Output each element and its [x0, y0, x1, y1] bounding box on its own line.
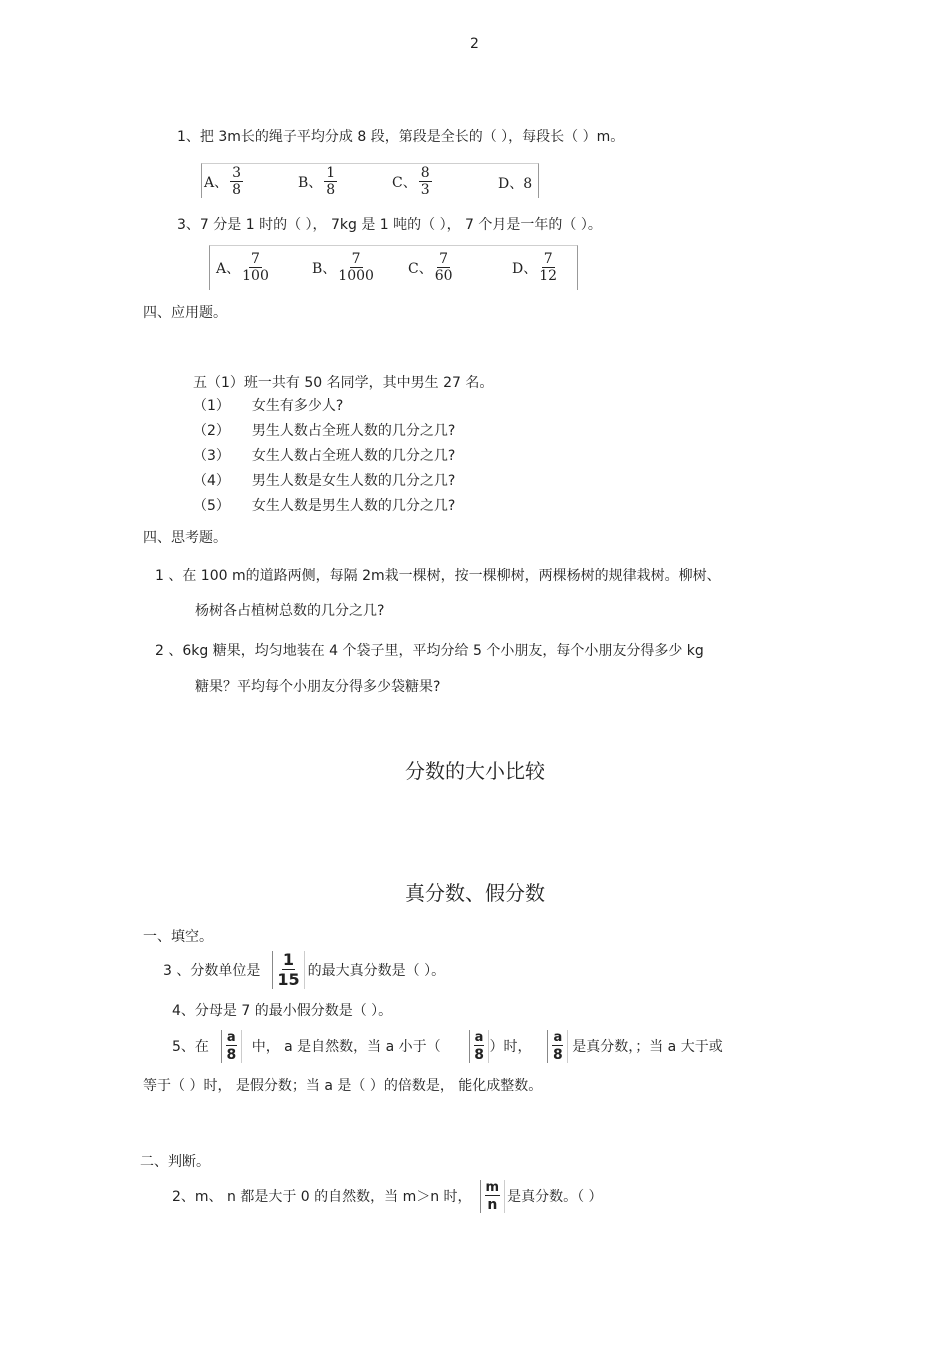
question-text: 3 、分数单位是 [163, 963, 261, 979]
numerator: 1 [326, 165, 336, 181]
option-label: B、 [312, 260, 337, 277]
title-proper-improper-fractions: 真分数、假分数 [405, 881, 545, 905]
option-a [216, 252, 271, 283]
fraction-box [221, 1030, 242, 1063]
option-label: A、 [204, 174, 229, 191]
item-text: 女生人数占全班人数的几分之几? [251, 448, 456, 464]
question-text: 中， a 是自然数，当 a 小于（ [251, 1039, 441, 1055]
option-label: C、 [392, 174, 417, 191]
title-fraction-comparison: 分数的大小比较 [405, 759, 545, 783]
question-1-options [201, 163, 539, 198]
option-label: C、 [408, 260, 433, 277]
denominator: 100 [242, 268, 269, 284]
fraction [539, 252, 557, 283]
item-text: 女生有多少人? [251, 398, 344, 414]
section-heading-fill-in: 一、填空。 [143, 929, 213, 945]
thinking-question-2-line-2: 糖果？平均每个小朋友分得多少袋糖果? [195, 679, 441, 695]
section-heading-thinking: 四、思考题。 [143, 530, 227, 546]
denominator: 1000 [338, 268, 374, 284]
item-text: 男生人数占全班人数的几分之几? [251, 423, 456, 439]
section-heading-judgement: 二、判断。 [140, 1154, 210, 1170]
denominator: 15 [277, 970, 300, 989]
denominator: 8 [226, 1046, 237, 1063]
question-text: ）时， [489, 1039, 532, 1055]
option-a [204, 166, 245, 197]
option-c [408, 252, 455, 283]
question-text: 是真分数。（ ） [507, 1189, 603, 1205]
fraction [324, 166, 337, 197]
item-number: （3） [193, 448, 230, 464]
fraction [419, 166, 432, 197]
item-text: 男生人数是女生人数的几分之几? [251, 473, 456, 489]
list-item [193, 470, 455, 490]
numerator: a [474, 1029, 484, 1045]
fraction [435, 252, 453, 283]
question-text: 5、在 [172, 1039, 209, 1055]
option-label: D、8 [498, 176, 533, 192]
list-item [193, 445, 455, 465]
item-number: （1） [193, 398, 230, 414]
option-label: D、 [512, 260, 538, 277]
option-label: A、 [216, 260, 241, 277]
numerator: 7 [251, 251, 260, 267]
denominator: 12 [539, 268, 558, 284]
fill-question-3 [163, 950, 445, 990]
option-d [512, 252, 559, 283]
fill-question-5-line-2: 等于（ ）时， 是假分数；当 a 是（ ）的倍数是， 能化成整数。 [143, 1078, 543, 1094]
thinking-question-1-line-1: 1 、在 100 m的道路两侧，每隔 2m栽一棵树，按一棵柳树，两棵杨树的规律栽树。柳树、 [155, 568, 721, 584]
item-number: （5） [193, 498, 230, 514]
fraction-box [547, 1030, 568, 1063]
question-3-options [209, 245, 578, 290]
denominator: 8 [326, 182, 336, 198]
option-d [498, 173, 532, 193]
option-b [312, 252, 376, 283]
numerator: m [485, 1179, 500, 1195]
judge-question-2 [172, 1176, 603, 1216]
list-item [193, 420, 455, 440]
item-text: 女生人数是男生人数的几分之几? [251, 498, 456, 514]
denominator: 60 [434, 268, 453, 284]
fill-question-5 [172, 1027, 723, 1065]
denominator: 3 [420, 182, 430, 198]
application-intro: 五（1）班一共有 50 名同学，其中男生 27 名。 [193, 375, 494, 391]
thinking-question-1-line-2: 杨树各占植树总数的几分之几? [195, 603, 385, 619]
fraction [230, 166, 243, 197]
numerator: a [553, 1029, 563, 1045]
numerator: 7 [543, 251, 553, 267]
question-3-text: 3、7 分是 1 时的（ ）， 7kg 是 1 吨的（ ）， 7 个月是一年的（ ）。 [177, 217, 602, 233]
numerator: 3 [232, 165, 242, 181]
option-b [298, 166, 339, 197]
question-1-text: 1、把 3m长的绳子平均分成 8 段，第段是全长的（ ），每段长（ ）m。 [177, 129, 625, 145]
numerator: 1 [282, 950, 295, 969]
fraction-box [469, 1030, 490, 1063]
item-number: （2） [193, 423, 230, 439]
numerator: 8 [420, 165, 430, 181]
fraction-box [272, 951, 304, 989]
section-heading-application: 四、应用题。 [143, 305, 227, 321]
list-item [193, 395, 343, 415]
question-text: 是真分数，；当 a 大于或 [572, 1039, 723, 1055]
question-text: 的最大真分数是（ ）。 [307, 963, 446, 979]
denominator: 8 [232, 182, 242, 198]
list-item [193, 495, 455, 515]
option-c [392, 166, 434, 197]
denominator: 8 [474, 1046, 484, 1063]
question-text: 2、m、 n 都是大于 0 的自然数，当 m＞n 时， [172, 1189, 472, 1205]
numerator: a [226, 1029, 236, 1045]
thinking-question-2-line-1: 2 、6kg 糖果，均匀地装在 4 个袋子里，平均分给 5 个小朋友，每个小朋友分得多少 kg [155, 643, 704, 659]
numerator: 7 [351, 251, 361, 267]
denominator: 8 [552, 1046, 563, 1063]
fraction-box [480, 1180, 506, 1213]
page-number: 2 [470, 36, 479, 52]
numerator: 7 [439, 251, 449, 267]
item-number: （4） [193, 473, 230, 489]
fill-question-4: 4、分母是 7 的最小假分数是（ ）。 [172, 1003, 393, 1019]
fraction [338, 252, 374, 283]
fraction [242, 252, 269, 283]
denominator: n [487, 1196, 498, 1213]
option-label: B、 [298, 174, 323, 191]
